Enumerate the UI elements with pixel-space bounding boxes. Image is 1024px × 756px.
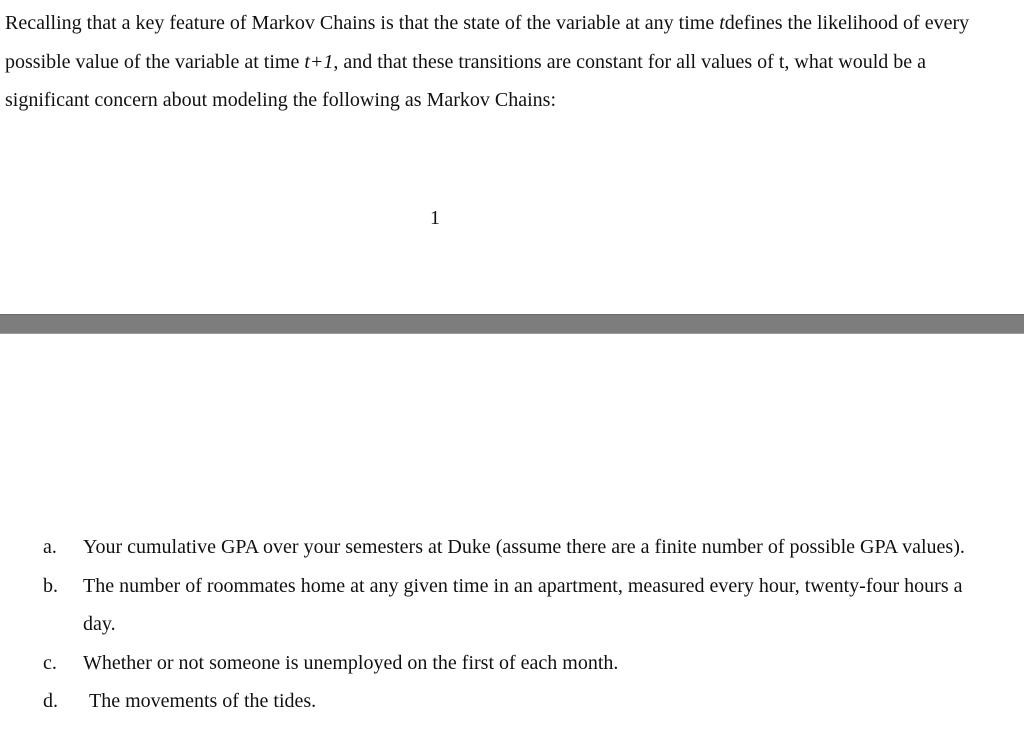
document-page-1 [0, 0, 1024, 314]
page-number: 1 [430, 207, 440, 229]
variable-t: t [719, 12, 725, 34]
list-item-a [0, 528, 1024, 567]
question-text-part1: Recalling that a key feature of Markov Chains is that the state of the variable at any time [5, 12, 720, 34]
list-item-text: The number of roommates home at any given time in an apartment, measured every hour, twenty-four hours a day. [83, 574, 963, 635]
list-item-text: The movements of the tides. [89, 690, 317, 712]
list-marker: b. [43, 574, 58, 597]
question-list [0, 528, 1024, 721]
question-text [5, 4, 1005, 120]
list-marker: d. [43, 690, 58, 712]
list-item-b [0, 567, 1024, 644]
list-item-d [0, 682, 1024, 721]
question-text-part2: defines the likelihood of every possible value of the variable at time [5, 12, 970, 73]
list-item-c [0, 644, 1024, 683]
list-item-text: Your cumulative GPA over your semesters at Duke (assume there are a finite number of possible GPA values). [83, 536, 965, 558]
list-item-text: Whether or not someone is unemployed on the first of each month. [83, 651, 619, 674]
variable-t-plus-1: t+1 [304, 50, 334, 73]
page-separator [0, 314, 1024, 334]
list-marker: c. [43, 651, 57, 674]
list-marker: a. [43, 536, 57, 558]
question-text-part3: , and that these transitions are constant for all values of t, what would be a significant concern about modeling the following as Markov Chains: [5, 50, 927, 111]
